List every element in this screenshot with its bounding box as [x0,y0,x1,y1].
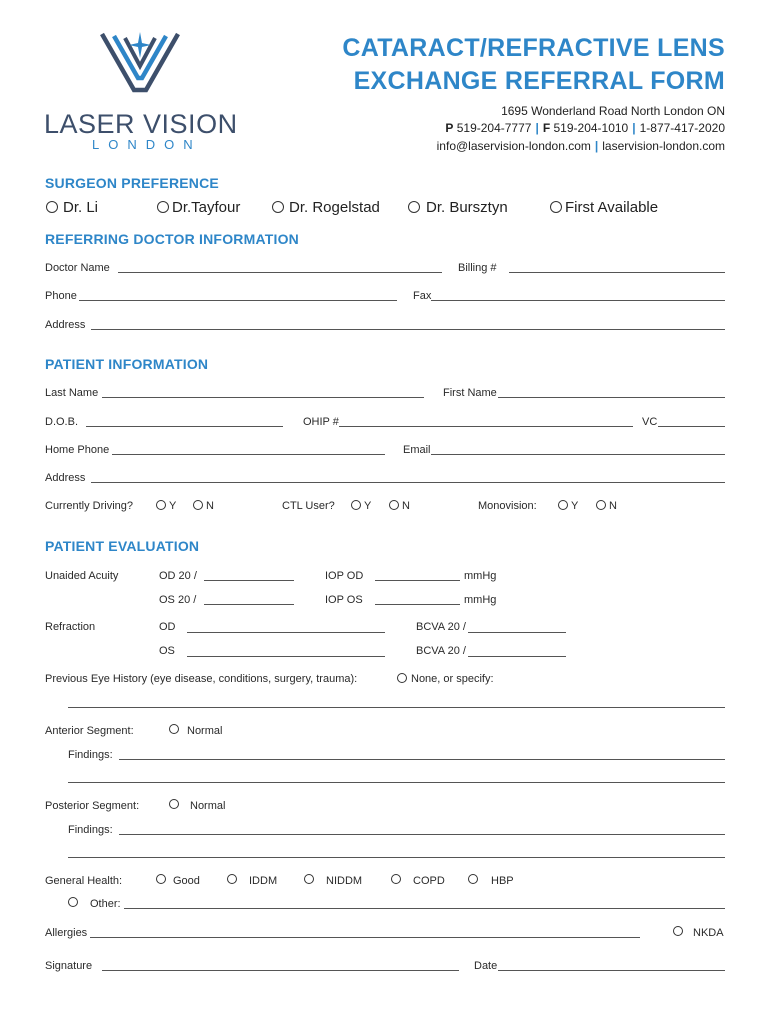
doctor-address-label: Address [45,319,86,331]
health-other-field[interactable] [124,908,725,909]
ctl-no-label: N [402,500,410,512]
radio-nkda[interactable] [673,926,683,936]
radio-monovision-yes[interactable] [558,500,568,510]
last-name-label: Last Name [45,387,99,399]
health-copd-label: COPD [413,875,445,887]
iop-od-unit: mmHg [464,570,497,582]
radio-health-good[interactable] [156,874,166,884]
health-other-label: Other: [90,898,121,910]
radio-driving-yes[interactable] [156,500,166,510]
radio-ctl-yes[interactable] [351,500,361,510]
radio-surgeon-bursztyn[interactable] [408,201,420,213]
anterior-findings-field[interactable] [119,759,725,760]
email-label: Email [403,444,431,456]
vc-label: VC [642,416,658,428]
bcva-os-field[interactable] [468,656,566,657]
radio-monovision-no[interactable] [596,500,606,510]
radio-driving-no[interactable] [193,500,203,510]
unaided-od-field[interactable] [204,580,294,581]
doctor-name-label: Doctor Name [45,262,110,274]
radio-surgeon-li[interactable] [46,201,58,213]
posterior-segment-label: Posterior Segment: [45,800,140,812]
radio-health-hbp[interactable] [468,874,478,884]
unaided-os-field[interactable] [204,604,294,605]
clinic-website: laservision-london.com [602,139,725,153]
health-niddm-label: NIDDM [326,875,363,887]
radio-health-other[interactable] [68,897,78,907]
driving-no-label: N [206,500,214,512]
doctor-address-field[interactable] [91,329,725,330]
doctor-fax-field[interactable] [431,300,725,301]
home-phone-field[interactable] [112,454,385,455]
radio-ctl-no[interactable] [389,500,399,510]
allergies-field[interactable] [90,937,640,938]
fax-prefix: F [542,121,551,135]
signature-field[interactable] [102,970,459,971]
iop-od-label: IOP OD [325,570,364,582]
iop-od-field[interactable] [375,580,460,581]
monovision-label: Monovision: [478,500,537,512]
first-name-field[interactable] [498,397,725,398]
ohip-label: OHIP # [303,416,339,428]
driving-label: Currently Driving? [45,500,134,512]
bcva-od-label: BCVA 20 / [416,621,466,633]
patient-address-label: Address [45,472,86,484]
health-hbp-label: HBP [491,875,514,887]
last-name-field[interactable] [102,397,424,398]
doctor-phone-field[interactable] [79,300,397,301]
dob-label: D.O.B. [45,416,79,428]
refraction-os-label: OS [159,645,175,657]
refraction-label: Refraction [45,621,96,633]
logo-text: LASER VISION [44,109,238,139]
monovision-no-label: N [609,500,617,512]
clinic-phones: P 519-204-7777 | F 519-204-1010 | 1-877-417-2020 [445,121,725,135]
billing-field[interactable] [509,272,725,273]
surgeon-option-tayfour: Dr.Tayfour [172,199,241,216]
form-title-line2: EXCHANGE REFERRAL FORM [353,67,725,95]
home-phone-label: Home Phone [45,444,110,456]
posterior-normal-label: Normal [190,800,226,812]
fax-number: 519-204-1010 [553,121,629,135]
radio-health-iddm[interactable] [227,874,237,884]
ctl-yes-label: Y [364,500,372,512]
form-title-line1: CATARACT/REFRACTIVE LENS [342,34,725,62]
patient-information-heading: PATIENT INFORMATION [45,356,209,372]
clinic-address: 1695 Wonderland Road North London ON [501,104,725,118]
refraction-os-field[interactable] [187,656,385,657]
laser-vision-logo-mark [98,30,184,96]
phone-number: 519-204-7777 [456,121,532,135]
ctl-label: CTL User? [282,500,335,512]
patient-evaluation-heading: PATIENT EVALUATION [45,538,200,554]
prev-history-none-label: None, or specify: [411,673,494,685]
iop-os-field[interactable] [375,604,460,605]
anterior-findings-label: Findings: [68,749,113,761]
radio-surgeon-first-available[interactable] [550,201,562,213]
prev-history-label: Previous Eye History (eye disease, conditions, surgery, trauma): [45,673,358,685]
dob-field[interactable] [86,426,283,427]
logo-subtext: LONDON [92,137,202,152]
radio-posterior-normal[interactable] [169,799,179,809]
refraction-od-field[interactable] [187,632,385,633]
patient-address-field[interactable] [91,482,725,483]
driving-yes-label: Y [169,500,177,512]
refraction-od-label: OD [159,621,176,633]
tollfree-number: 1-877-417-2020 [639,121,725,135]
surgeon-preference-heading: SURGEON PREFERENCE [45,175,219,191]
ohip-field[interactable] [339,426,633,427]
signature-label: Signature [45,960,93,972]
anterior-findings-field-2[interactable] [68,782,725,783]
radio-surgeon-rogelstad[interactable] [272,201,284,213]
doctor-name-field[interactable] [118,272,442,273]
doctor-fax-label: Fax [413,290,432,302]
prev-history-field[interactable] [68,707,725,708]
allergies-label: Allergies [45,927,88,939]
iop-os-unit: mmHg [464,594,497,606]
surgeon-option-bursztyn: Dr. Bursztyn [426,199,508,216]
anterior-segment-label: Anterior Segment: [45,725,134,737]
clinic-email: info@laservision-london.com [436,139,591,153]
radio-anterior-normal[interactable] [169,724,179,734]
surgeon-option-rogelstad: Dr. Rogelstad [289,199,380,216]
radio-prev-history-none[interactable] [397,673,407,683]
phone-prefix: P [445,121,454,135]
posterior-findings-field[interactable] [119,834,725,835]
email-field[interactable] [431,454,725,455]
health-iddm-label: IDDM [249,875,278,887]
date-label: Date [474,960,498,972]
first-name-label: First Name [443,387,497,399]
posterior-findings-label: Findings: [68,824,113,836]
bcva-od-field[interactable] [468,632,566,633]
unaided-acuity-label: Unaided Acuity [45,570,119,582]
radio-surgeon-tayfour[interactable] [157,201,169,213]
vc-field[interactable] [658,426,725,427]
unaided-os-label: OS 20 / [159,594,197,606]
surgeon-option-first-available: First Available [565,199,659,216]
doctor-phone-label: Phone [45,290,77,302]
billing-label: Billing # [458,262,497,274]
radio-health-niddm[interactable] [304,874,314,884]
radio-health-copd[interactable] [391,874,401,884]
nkda-label: NKDA [693,927,724,939]
iop-os-label: IOP OS [325,594,363,606]
date-field[interactable] [498,970,725,971]
unaided-od-label: OD 20 / [159,570,197,582]
general-health-label: General Health: [45,875,123,887]
clinic-web: info@laservision-london.com | laservision-london.com [436,139,725,153]
bcva-os-label: BCVA 20 / [416,645,466,657]
posterior-findings-field-2[interactable] [68,857,725,858]
anterior-normal-label: Normal [187,725,223,737]
referring-doctor-heading: REFERRING DOCTOR INFORMATION [45,231,299,247]
surgeon-option-li: Dr. Li [63,199,99,216]
health-good-label: Good [173,875,200,887]
monovision-yes-label: Y [571,500,579,512]
